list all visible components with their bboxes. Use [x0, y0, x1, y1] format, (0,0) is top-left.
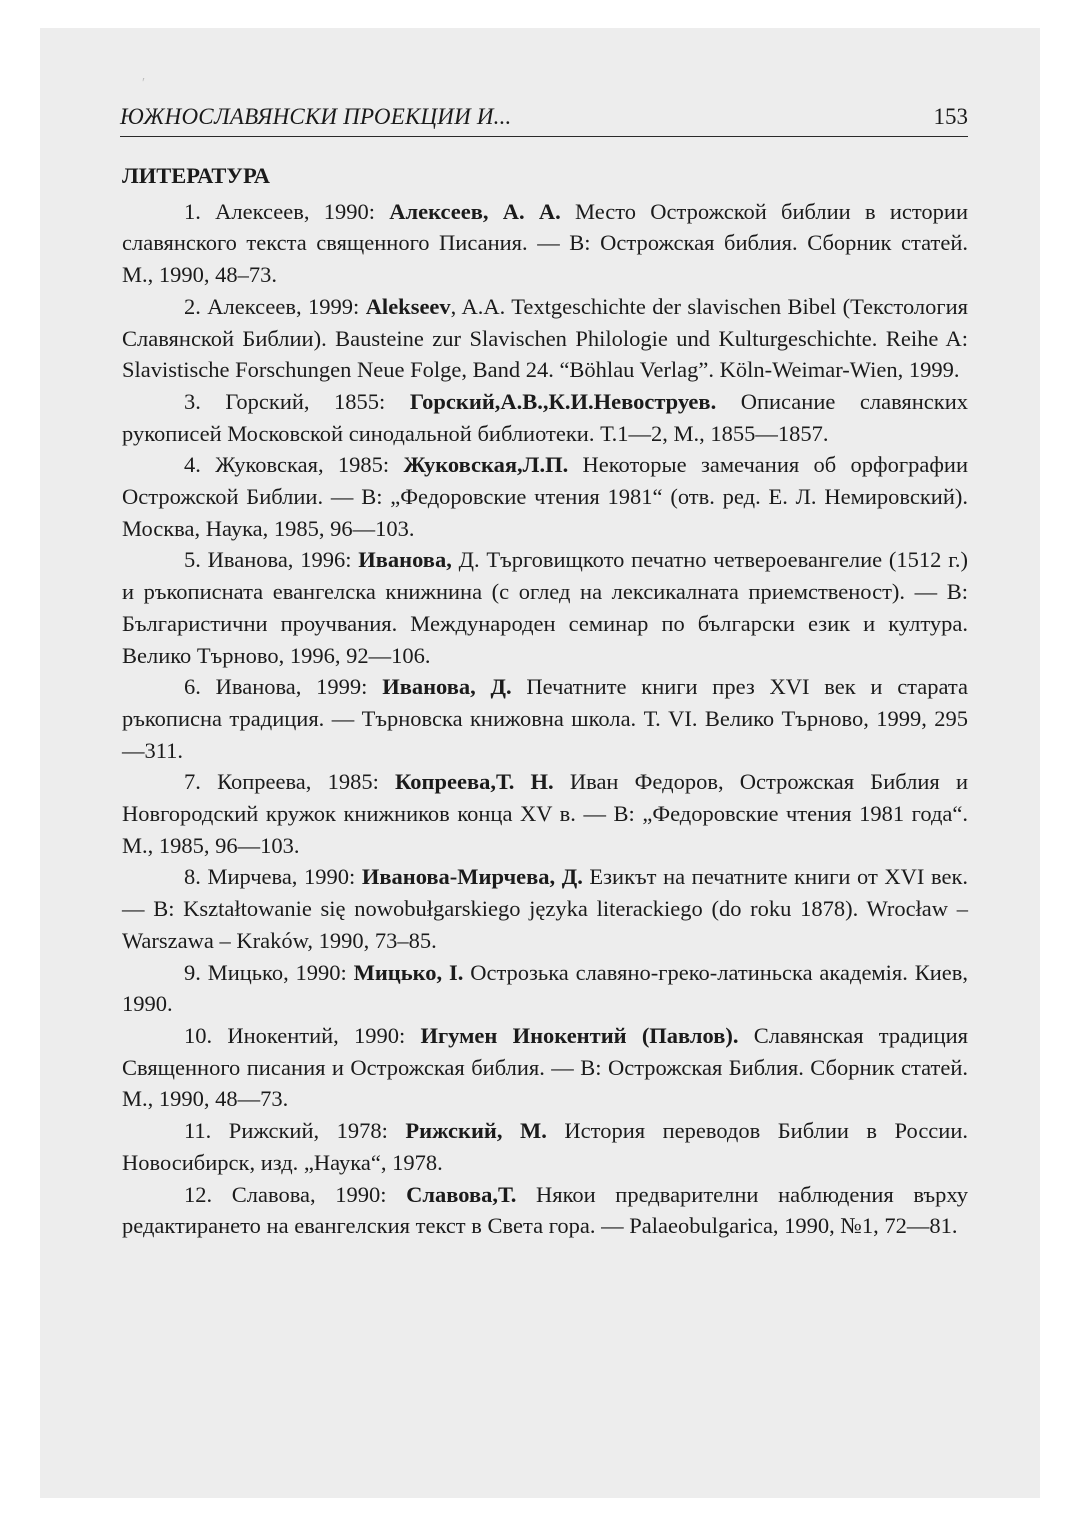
reference-author: Жуковская,Л.П. — [403, 452, 569, 478]
reference-lead: 12. Славова, 1990: — [184, 1181, 407, 1207]
reference-author: Alekseev — [365, 293, 451, 319]
reference-body: Иван Федоров, Острожская Библия и Новгородский кружок книжников конца XV в. — В: „Федоровские чтения 1981 года“. М., 1985, 96—103. — [122, 769, 968, 858]
running-title: ЮЖНОСЛАВЯНСКИ ПРОЕКЦИИ И... — [120, 104, 512, 129]
reference-entry — [122, 291, 968, 386]
reference-body: Некоторые замечания об орфографии Острожской Библии. — В: „Федоровские чтения 1981“ (отв. ред. Е. Л. Немировский). Москва, Наука, 1985, 96—103. — [122, 452, 968, 541]
reference-lead: 7. Копреева, 1985: — [184, 769, 396, 795]
reference-entry — [122, 544, 968, 671]
reference-author: Славова,Т. — [406, 1181, 517, 1207]
reference-body: Описание славянских рукописей Московской синодальной библиотеки. Т.1—2, М., 1855—1857. — [122, 388, 968, 446]
reference-author: Иванова, — [358, 547, 452, 573]
reference-body: Д. Търговищкото печатно четвероевангелие (1512 г.) и ръкописната евангелска книжнина (с оглед на лексикалната приемственост). — В: Българистични проучвания. Международен семинар по български език и култура. Велико Търново, 1996, 92—106. — [122, 547, 968, 668]
reference-body: Печатните книги през XVI век и старата ръкописна традиция. — Търновска книжовна школа. Т. VI. Велико Търново, 1999, 295—311. — [122, 674, 969, 763]
header-rule — [120, 136, 968, 137]
reference-author: Рижский, М. — [405, 1118, 547, 1144]
reference-lead: 10. Инокентий, 1990: — [184, 1022, 421, 1048]
reference-author: Иванова-Мирчева, Д. — [361, 864, 583, 890]
reference-body: Острозька славяно-греко-латиньска академiя. Киев, 1990. — [122, 959, 968, 1017]
page-number: 153 — [933, 104, 968, 129]
reference-author: Игумен Инокентий (Павлов). — [420, 1022, 739, 1048]
reference-entry — [122, 196, 968, 291]
reference-entry — [122, 1179, 968, 1242]
reference-entry — [122, 1115, 968, 1178]
bibliography — [122, 160, 968, 1242]
section-title: ЛИТЕРАТУРА — [122, 163, 271, 188]
reference-entry — [122, 957, 968, 1020]
reference-lead: 8. Мирчева, 1990: — [184, 864, 362, 890]
reference-entry — [122, 449, 968, 544]
reference-entry — [122, 766, 968, 861]
reference-lead: 3. Горский, 1855: — [184, 388, 410, 414]
reference-body: История переводов Библии в России. Новосибирск, изд. „Наука“, 1978. — [122, 1118, 969, 1175]
reference-body: Езикът на печатните книги от XVI век. — В: Kształtowanie się nowobułgarskiego języka literackiego (do roku 1878). Wrocław – Warszawa – Kraków, 1990, 73–85. — [122, 864, 968, 953]
reference-lead: 2. Алексеев, 1999: — [184, 293, 366, 319]
reference-body: , A.A. Textgeschichte der slavischen Bibel (Текстология Славянской Библии). Bausteine zur Slavischen Philologie und Kulturgeschichte. Reihe A: Slavistische Forschungen Neue Folge, Band 24. “Böhlau Verlag”. Köln-Weimar-Wien, 1999. — [122, 293, 968, 383]
reference-body: Славянская традиция Священного писания и Острожская библия. — В: Острожская Библия. Сборник статей. М., 1990, 48—73. — [122, 1022, 968, 1112]
reference-lead: 6. Иванова, 1999: — [184, 674, 383, 700]
reference-lead: 11. Рижский, 1978: — [184, 1118, 406, 1144]
reference-list — [122, 196, 968, 1242]
running-header — [120, 104, 968, 134]
book-page — [40, 28, 1040, 1498]
reference-body: Някои предварителни наблюдения върху редактирането на евангелския текст в Света гора. — Palaeobulgarica, 1990, №1, 72—81. — [122, 1181, 968, 1239]
reference-author: Горский,А.В.,К.И.Невоструев. — [409, 388, 717, 414]
reference-lead: 5. Иванова, 1996: — [184, 547, 359, 573]
reference-entry — [122, 1020, 968, 1115]
reference-author: Алексеев, А. А. — [389, 198, 561, 224]
reference-entry — [122, 386, 968, 449]
reference-entry — [122, 861, 968, 956]
reference-lead: 1. Алексеев, 1990: — [184, 198, 390, 224]
scan-speck: ′ — [142, 76, 146, 91]
reference-lead: 4. Жуковская, 1985: — [184, 452, 404, 478]
reference-lead: 9. Мицько, 1990: — [184, 959, 354, 985]
reference-author: Мицько, I. — [353, 959, 464, 985]
reference-author: Иванова, Д. — [382, 674, 512, 700]
reference-author: Копреева,Т. Н. — [395, 769, 554, 795]
reference-entry — [122, 671, 968, 766]
reference-body: Место Острожской библии в истории славянского текста священного Писания. — В: Острожская библия. Сборник статей. М., 1990, 48–73. — [122, 198, 968, 288]
